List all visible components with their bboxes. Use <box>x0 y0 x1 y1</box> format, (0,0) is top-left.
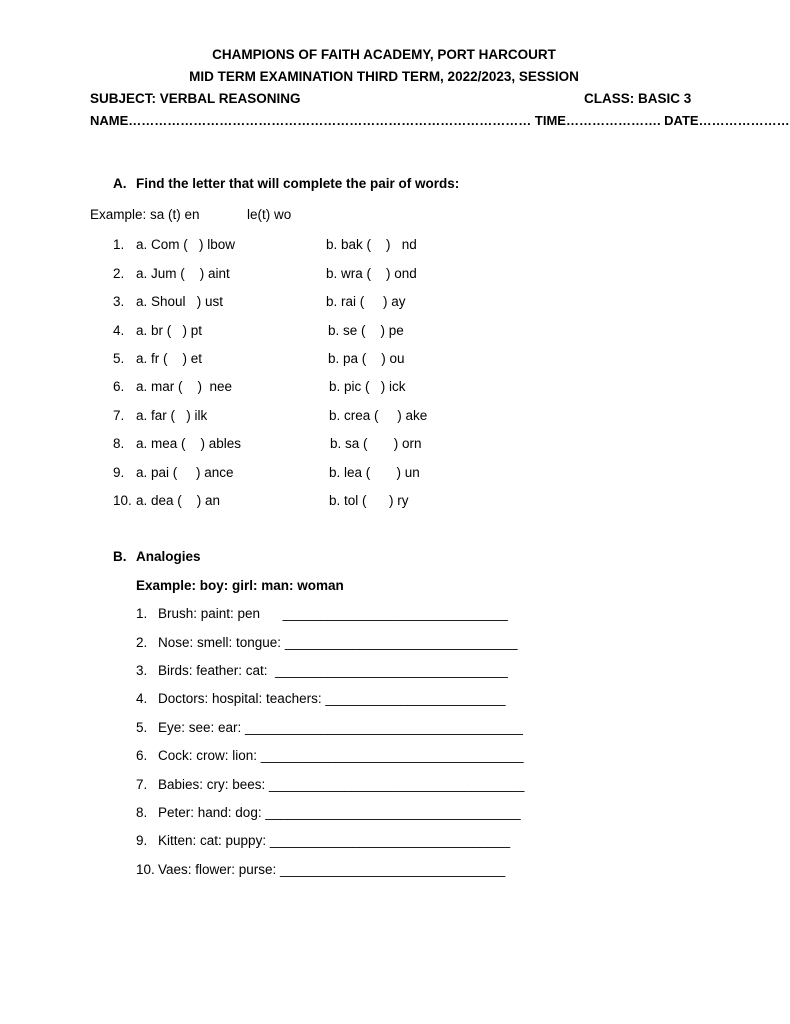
item-part-b: b. crea ( ) ake <box>329 408 428 423</box>
item-number: 1. <box>113 237 125 252</box>
list-item <box>0 862 768 880</box>
item-number: 7. <box>113 408 125 423</box>
analogy-text: Eye: see: ear: _____________________________________ <box>158 720 523 735</box>
list-item <box>0 465 768 483</box>
item-part-a: a. far ( ) ilk <box>136 408 208 423</box>
analogy-text: Brush: paint: pen ______________________________ <box>158 606 508 621</box>
item-part-b: b. lea ( ) un <box>329 465 420 480</box>
item-part-b: b. tol ( ) ry <box>329 493 409 508</box>
list-item <box>0 323 768 341</box>
item-part-a: a. fr ( ) et <box>136 351 203 366</box>
list-item <box>0 408 768 426</box>
list-item <box>0 720 768 738</box>
list-item <box>0 436 768 454</box>
section-a-example: Example: sa (t) en <box>90 207 200 222</box>
item-number: 2. <box>136 635 148 650</box>
item-number: 4. <box>113 323 125 338</box>
class-label: CLASS: BASIC 3 <box>584 91 692 106</box>
item-part-b: b. sa ( ) orn <box>330 436 422 451</box>
analogy-text: Nose: smell: tongue: _______________________________ <box>158 635 518 650</box>
analogy-text: Cock: crow: lion: ___________________________________ <box>158 748 524 763</box>
subject-label: SUBJECT: VERBAL REASONING <box>90 91 301 106</box>
analogy-text: Kitten: cat: puppy: ________________________________ <box>158 833 511 848</box>
item-part-a: a. mar ( ) nee <box>136 379 233 394</box>
section-a-letter: A. <box>113 176 127 191</box>
list-item <box>0 691 768 709</box>
section-b-title: Analogies <box>136 549 201 564</box>
item-number: 3. <box>136 663 148 678</box>
section-b-example: Example: boy: girl: man: woman <box>136 578 344 593</box>
list-item <box>0 606 768 624</box>
item-part-a: a. dea ( ) an <box>136 493 221 508</box>
list-item <box>0 379 768 397</box>
analogy-text: Vaes: flower: purse: ______________________________ <box>158 862 506 877</box>
item-part-a: a. Com ( ) lbow <box>136 237 236 252</box>
analogy-text: Peter: hand: dog: __________________________________ <box>158 805 521 820</box>
item-part-b: b. pic ( ) ick <box>329 379 406 394</box>
item-part-b: b. bak ( ) nd <box>326 237 417 252</box>
item-part-a: a. pai ( ) ance <box>136 465 234 480</box>
item-number: 10. <box>113 493 132 508</box>
list-item <box>0 805 768 823</box>
list-item <box>0 663 768 681</box>
item-part-b: b. wra ( ) ond <box>326 266 417 281</box>
name-time-date-line: NAME………………………………………………………………………………… TIME…………………. DATE………………… <box>90 113 790 128</box>
list-item <box>0 493 768 511</box>
item-part-b: b. rai ( ) ay <box>326 294 406 309</box>
item-number: 4. <box>136 691 148 706</box>
school-name: CHAMPIONS OF FAITH ACADEMY, PORT HARCOURT <box>212 47 556 62</box>
list-item <box>0 777 768 795</box>
item-number: 1. <box>136 606 148 621</box>
analogy-text: Doctors: hospital: teachers: ________________________ <box>158 691 506 706</box>
list-item <box>0 294 768 312</box>
exam-title: MID TERM EXAMINATION THIRD TERM, 2022/2023, SESSION <box>189 69 579 84</box>
analogy-text: Babies: cry: bees: __________________________________ <box>158 777 525 792</box>
item-part-b: b. pa ( ) ou <box>328 351 405 366</box>
item-number: 8. <box>136 805 148 820</box>
item-number: 3. <box>113 294 125 309</box>
item-number: 8. <box>113 436 125 451</box>
item-part-a: a. br ( ) pt <box>136 323 203 338</box>
list-item <box>0 266 768 284</box>
section-b-letter: B. <box>113 549 127 564</box>
item-part-a: a. Shoul ) ust <box>136 294 224 309</box>
item-number: 6. <box>136 748 148 763</box>
item-number: 9. <box>136 833 148 848</box>
item-number: 5. <box>136 720 148 735</box>
item-part-a: a. mea ( ) ables <box>136 436 242 451</box>
list-item <box>0 635 768 653</box>
item-part-b: b. se ( ) pe <box>328 323 404 338</box>
item-number: 6. <box>113 379 125 394</box>
section-a-example-pair: le(t) wo <box>247 207 292 222</box>
analogy-text: Birds: feather: cat: _______________________________ <box>158 663 508 678</box>
item-part-a: a. Jum ( ) aint <box>136 266 230 281</box>
section-a-title: Find the letter that will complete the pair of words: <box>136 176 460 191</box>
list-item <box>0 833 768 851</box>
item-number: 5. <box>113 351 125 366</box>
item-number: 9. <box>113 465 125 480</box>
item-number: 10. <box>136 862 155 877</box>
list-item <box>0 351 768 369</box>
list-item <box>0 237 768 255</box>
item-number: 2. <box>113 266 125 281</box>
list-item <box>0 748 768 766</box>
item-number: 7. <box>136 777 148 792</box>
